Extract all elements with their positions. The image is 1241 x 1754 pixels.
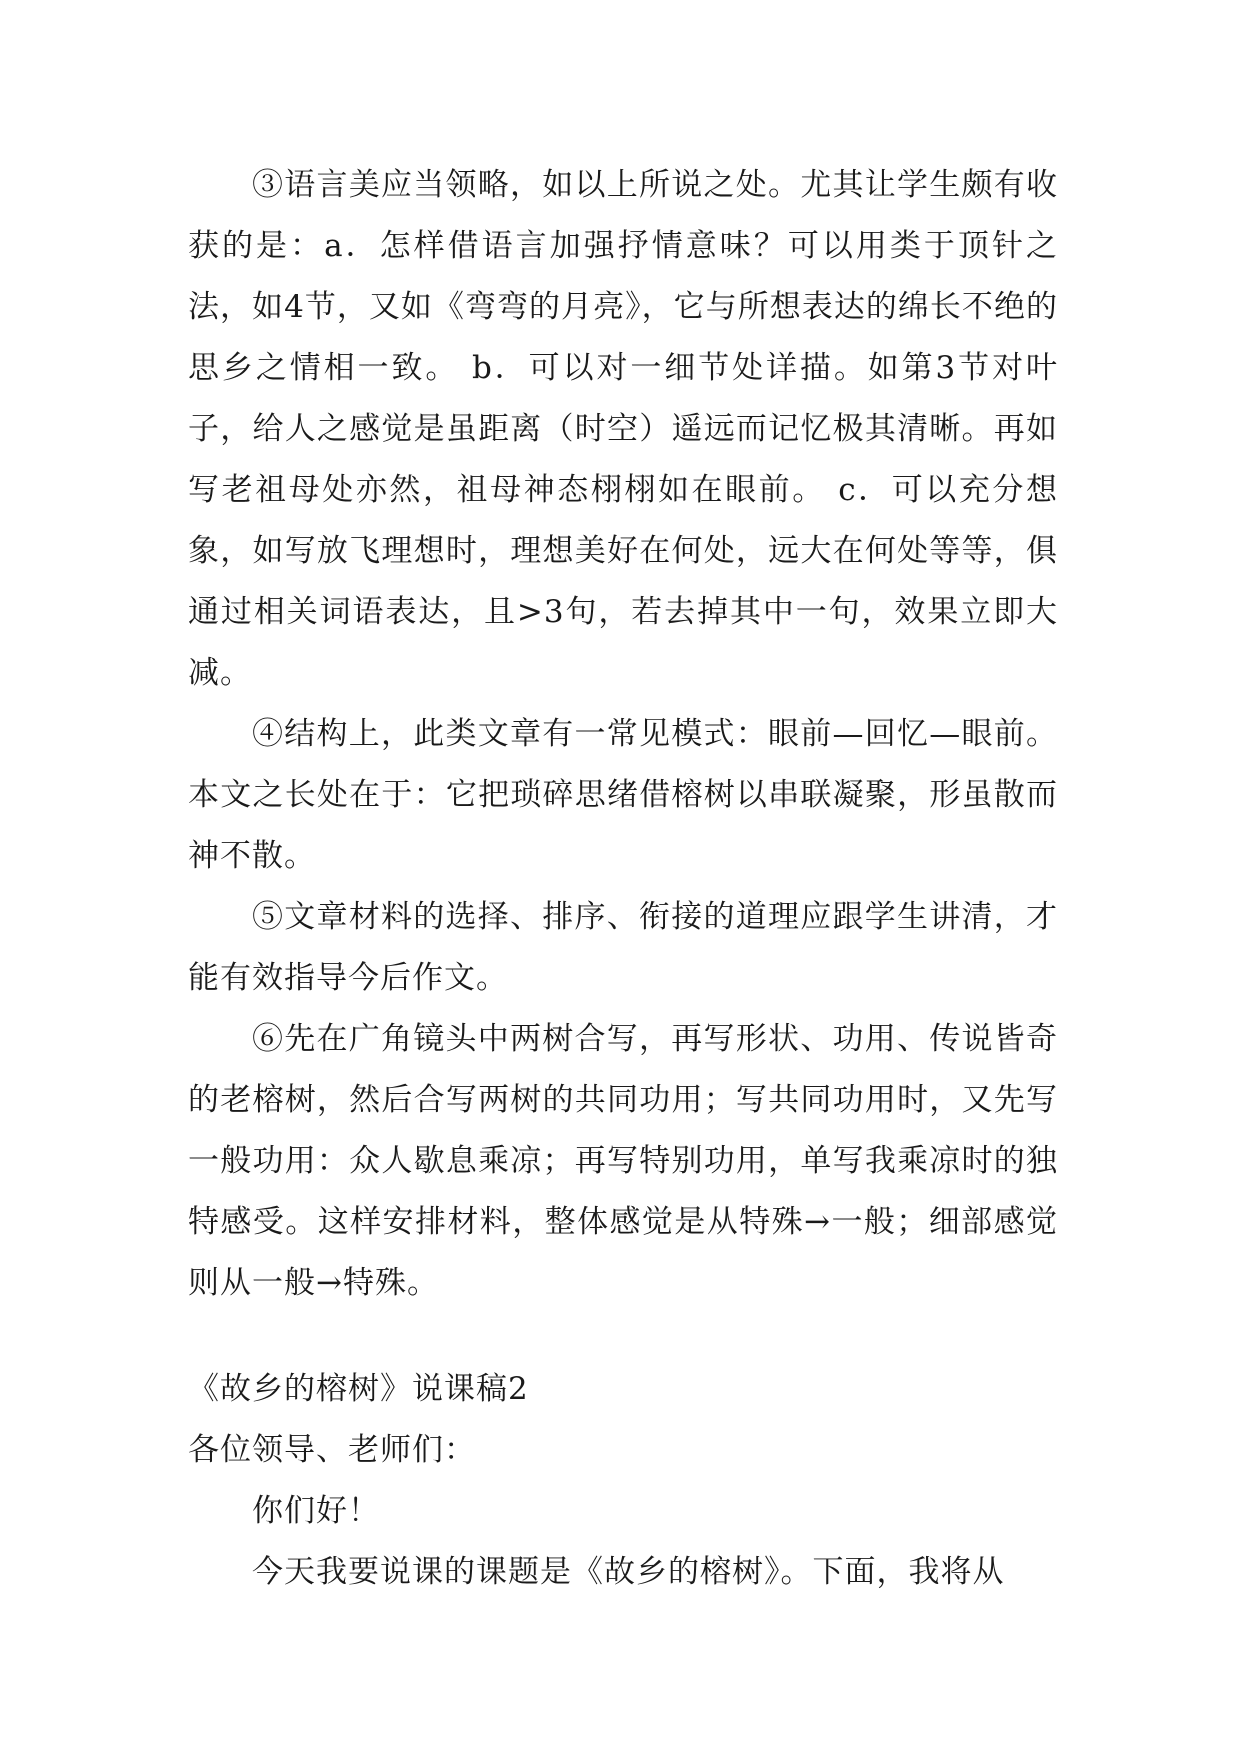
paragraph-4-structure: ④结构上，此类文章有一常见模式：眼前—回忆—眼前。本文之长处在于：它把琐碎思绪借榕树以串联凝聚，形虽散而神不散。	[188, 716, 1058, 874]
section-spacer	[188, 1314, 1058, 1359]
paragraph-5-materials: ⑤文章材料的选择、排序、衔接的道理应跟学生讲清，才能有效指导今后作文。	[188, 899, 1058, 996]
section-title: 《故乡的榕树》说课稿2	[188, 1371, 529, 1407]
paragraph-6-arrangement: ⑥先在广角镜头中两树合写，再写形状、功用、传说皆奇的老榕树，然后合写两树的共同功用；写共同功用时，又先写一般功用：众人歇息乘凉；再写特别功用，单写我乘凉时的独特感受。这样安排材料，整体感觉是从特殊→一般；细部感觉则从一般→特殊。	[188, 1021, 1058, 1301]
document-body	[188, 155, 1058, 1603]
greeting: 各位领导、老师们：	[188, 1432, 476, 1468]
hello-line: 你们好！	[252, 1493, 380, 1529]
paragraph-3-language: ③语言美应当领略，如以上所说之处。尤其让学生颇有收获的是：a．怎样借语言加强抒情意味？可以用类于顶针之法，如4节，又如《弯弯的月亮》，它与所想表达的绵长不绝的思乡之情相一致。 b．可以对一细节处详描。如第3节对叶子，给人之感觉是虽距离（时空）遥远而记忆极其清晰。再如写老祖母处亦然，祖母神态栩栩如在眼前。 c．可以充分想象，如写放飞理想时，理想美好在何处，远大在何处等等，俱通过相关词语表达，且>3句，若去掉其中一句，效果立即大减。	[188, 167, 1058, 691]
intro-line: 今天我要说课的课题是《故乡的榕树》。下面，我将从	[252, 1554, 1005, 1590]
